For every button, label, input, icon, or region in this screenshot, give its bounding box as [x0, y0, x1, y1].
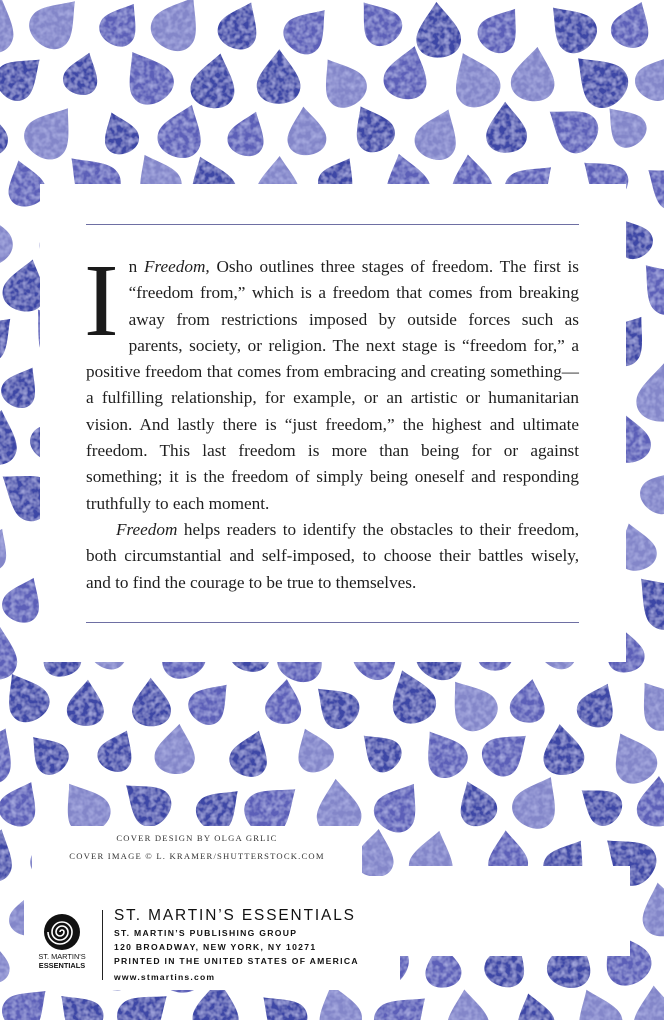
cover-design-credit: COVER DESIGN BY OLGA GRLIC — [116, 833, 278, 843]
petal-shape — [506, 767, 570, 836]
petal-shape — [636, 154, 664, 217]
petal-shape — [352, 723, 408, 778]
petal-shape — [66, 678, 107, 727]
drop-cap: I — [84, 243, 119, 358]
petal-shape — [22, 0, 92, 57]
petal-shape — [0, 305, 25, 370]
petal-shape — [409, 102, 467, 166]
petal-shape — [539, 722, 586, 778]
bottom-rule-divider — [86, 622, 579, 623]
petal-shape — [509, 44, 560, 104]
petal-shape — [0, 406, 23, 468]
petal-shape — [634, 360, 664, 424]
publisher-logo — [32, 912, 92, 978]
petal-shape — [450, 775, 502, 832]
publisher-website[interactable]: www.stmartins.com — [114, 972, 216, 982]
petal-shape — [0, 44, 53, 108]
logo-text-line-1: ST. MARTIN'S — [38, 952, 86, 961]
petal-shape — [636, 879, 664, 940]
petal-shape — [0, 621, 20, 681]
petal-shape — [572, 676, 624, 733]
petal-shape — [475, 721, 539, 784]
petal-shape — [20, 726, 75, 781]
paragraph-1-body: Osho outlines three stages of freedom. The first is “freedom from,” which is a freedom that comes from breaking away from restrictions imposed by outside forces such as parents, society, or religion. The next stage is “freedom for,” a positive freedom that comes from embracing and creating something—a fulfilling relationship, for example, or an artistic or humanitarian vision. And lastly there is “just freedom,” the highest and ultimate freedom. This last freedom is more than being for or against something; it is the freedom of simply being oneself and responding truthfully to each moment. — [86, 257, 579, 513]
swirl-logo-icon — [42, 912, 82, 952]
petal-shape — [182, 672, 240, 731]
petal-shape — [152, 721, 199, 777]
printed-in-notice: PRINTED IN THE UNITED STATES OF AMERICA — [114, 956, 359, 966]
petal-shape — [95, 106, 143, 159]
petal-shape — [263, 677, 304, 726]
petal-shape — [59, 47, 105, 99]
publishing-group: ST. MARTIN’S PUBLISHING GROUP — [114, 928, 298, 938]
petal-shape — [305, 675, 366, 736]
petal-shape — [510, 989, 558, 1020]
paragraph-1-lead: n — [128, 257, 144, 276]
description-paragraph-1 — [84, 243, 579, 517]
petal-shape — [629, 46, 664, 108]
petal-shape — [0, 774, 48, 833]
petal-shape — [212, 0, 269, 55]
paragraph-2-body: helps readers to identify the obstacles to their freedom, both circumstantial and self-imposed, to choose their battles wisely, and to find the courage to be true to themselves. — [86, 519, 579, 592]
petal-shape — [0, 521, 18, 576]
petal-shape — [93, 0, 149, 53]
book-description — [84, 243, 579, 596]
petal-shape — [0, 718, 26, 791]
imprint-name: ST. MARTIN’S ESSENTIALS — [114, 907, 356, 924]
petal-shape — [442, 44, 506, 114]
book-title-inline: Freedom, — [144, 257, 210, 276]
petal-shape — [276, 0, 339, 61]
petal-shape — [636, 775, 664, 828]
publisher-address: 120 BROADWAY, NEW YORK, NY 10271 — [114, 942, 317, 952]
petal-shape — [0, 823, 22, 887]
petal-shape — [627, 671, 664, 739]
petal-shape — [633, 459, 664, 520]
petal-shape — [0, 938, 11, 985]
petal-shape — [602, 724, 664, 790]
petal-shape — [629, 251, 664, 323]
petal-shape — [0, 104, 11, 161]
petal-shape — [17, 95, 87, 167]
petal-shape — [144, 0, 213, 59]
petal-shape — [471, 0, 531, 60]
top-rule-divider — [86, 224, 579, 225]
petal-shape — [310, 48, 373, 114]
imprint-divider — [102, 910, 103, 980]
petal-shape — [152, 97, 212, 163]
petal-shape — [485, 101, 528, 154]
petal-shape — [631, 984, 664, 1020]
petal-shape — [225, 724, 277, 781]
petal-shape — [508, 676, 550, 725]
petal-shape — [571, 776, 629, 832]
petal-shape — [444, 987, 491, 1020]
petal-shape — [348, 0, 408, 53]
cover-image-credit: COVER IMAGE © L. KRAMER/SHUTTERSTOCK.COM — [69, 851, 325, 861]
description-paragraph-2 — [86, 517, 579, 596]
petal-shape — [0, 200, 19, 273]
petal-shape — [187, 49, 242, 112]
petal-shape — [367, 772, 431, 839]
book-title-inline-2: Freedom — [116, 519, 178, 539]
petal-shape — [288, 722, 338, 777]
petal-shape — [414, 0, 462, 58]
petal-shape — [113, 770, 178, 834]
petal-shape — [343, 97, 400, 158]
petal-shape — [624, 563, 664, 638]
petal-shape — [113, 40, 181, 112]
petal-shape — [606, 0, 659, 53]
petal-shape — [223, 106, 273, 161]
imprint-panel-extension — [400, 866, 630, 956]
petal-shape — [284, 105, 328, 158]
petal-shape — [256, 49, 301, 105]
publisher-imprint — [114, 906, 400, 982]
petal-shape — [93, 723, 143, 777]
petal-shape — [537, 0, 604, 61]
petal-shape — [413, 721, 474, 785]
petal-shape — [0, 0, 23, 58]
logo-text-line-2: ESSENTIALS — [38, 961, 86, 970]
petal-shape — [131, 677, 171, 727]
